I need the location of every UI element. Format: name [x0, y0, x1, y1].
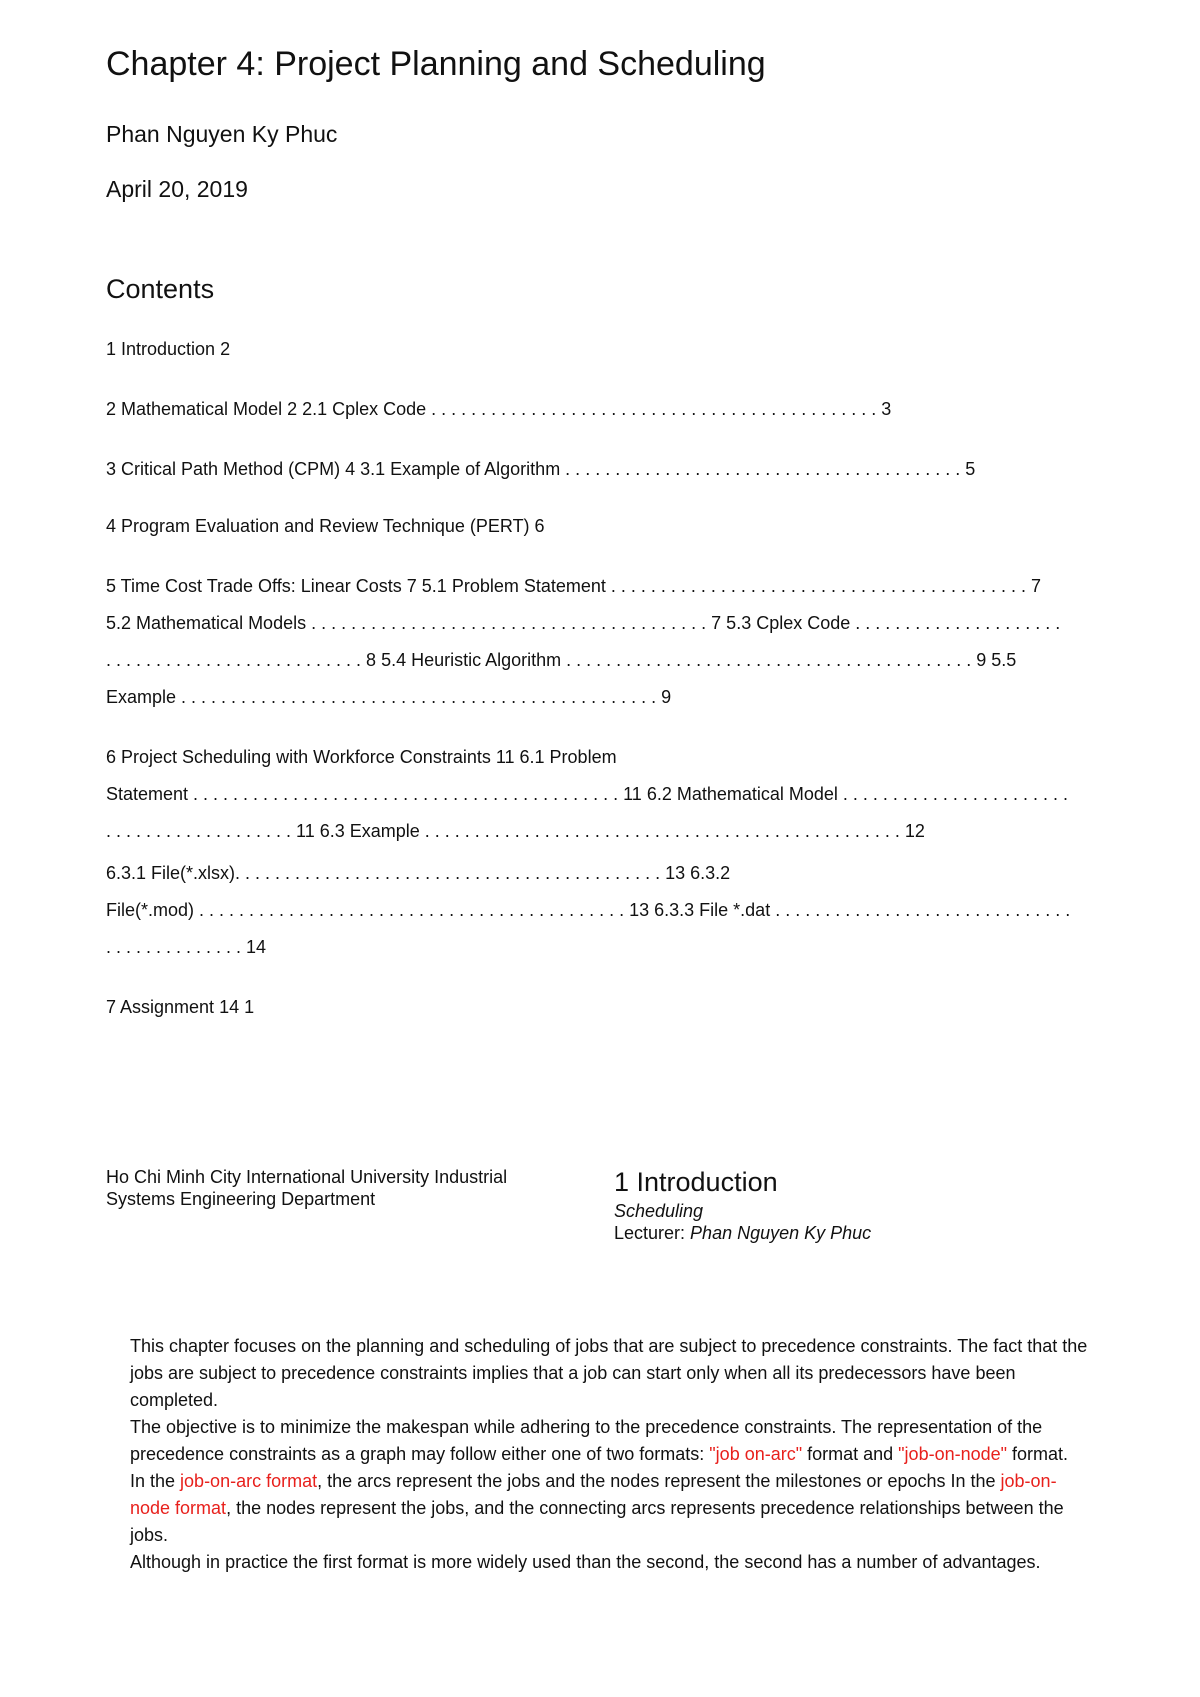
- toc-line: Example . . . . . . . . . . . . . . . . . . . . . . . . . . . . . . . . . . . . . . . . . . . . . . . . 9: [106, 687, 672, 707]
- institution-block: [106, 1166, 606, 1210]
- toc-line: 6.3.1 File(*.xlsx). . . . . . . . . . . . . . . . . . . . . . . . . . . . . . . . . . . . . . . . . . . 13 6.3.2: [106, 863, 731, 883]
- toc-line: File(*.mod) . . . . . . . . . . . . . . . . . . . . . . . . . . . . . . . . . . . . . . . . . . . 13 6.3.3 File *.dat . . . . . . . . . . . . . . . . . . . . . . . . . . . . . .: [106, 900, 1071, 920]
- text-run: The objective is to minimize the makespan while adhering to the precedence constraints. The representation of the precedence constraints as a graph may follow either one of two formats:: [130, 1417, 1043, 1464]
- highlighted-term: job-on-node format: [130, 1471, 1057, 1518]
- paragraph: [130, 1468, 1090, 1549]
- text-run: , the arcs represent the jobs and the nodes represent the milestones or epochs In the: [317, 1471, 1001, 1491]
- text-run: In the: [130, 1471, 181, 1491]
- paragraph: Although in practice the first format is more widely used than the second, the second has a number of advantages.: [130, 1552, 1041, 1572]
- toc-line: 2 Mathematical Model 2 2.1 Cplex Code . . . . . . . . . . . . . . . . . . . . . . . . . . . . . . . . . . . . . . . . . . . . . 3: [106, 399, 892, 419]
- toc-line: . . . . . . . . . . . . . . . . . . . . . . . . . . 8 5.4 Heuristic Algorithm . . . . . . . . . . . . . . . . . . . . . . . . . . . . . . . . . . . . . . . . . 9 5.5: [106, 650, 1017, 670]
- highlighted-term: "job-on-node": [898, 1444, 1008, 1464]
- toc-line: 6 Project Scheduling with Workforce Constraints 11 6.1 Problem: [106, 747, 617, 767]
- text-run: , the nodes represent the jobs, and the connecting arcs represents precedence relationships between the jobs.: [130, 1498, 1064, 1545]
- highlighted-term: job-on-arc format: [180, 1471, 318, 1491]
- paragraph: [130, 1414, 1090, 1468]
- section-heading-introduction: 1 Introduction: [614, 1167, 778, 1197]
- lecturer-name: Phan Nguyen Ky Phuc: [690, 1223, 872, 1243]
- toc-line: 5.2 Mathematical Models . . . . . . . . . . . . . . . . . . . . . . . . . . . . . . . . . . . . . . . . 7 5.3 Cplex Code . . . . . . . . . . . . . . . . . . . . .: [106, 613, 1061, 633]
- lecturer-line: [614, 1222, 871, 1244]
- document-author: Phan Nguyen Ky Phuc: [106, 121, 338, 147]
- department-line: Systems Engineering Department: [106, 1189, 376, 1209]
- toc-line: . . . . . . . . . . . . . . . . . . . 11 6.3 Example . . . . . . . . . . . . . . . . . . . . . . . . . . . . . . . . . . . . . . . . . . . . . . . . 12: [106, 821, 925, 841]
- text-run: format and: [802, 1444, 899, 1464]
- lecturer-label: Lecturer:: [614, 1223, 691, 1243]
- toc-line: 4 Program Evaluation and Review Technique (PERT) 6: [106, 516, 545, 536]
- text-run: format.: [1007, 1444, 1069, 1464]
- introduction-body: [130, 1333, 1090, 1576]
- toc-line: 1 Introduction 2: [106, 339, 231, 359]
- document-date: April 20, 2019: [106, 176, 248, 202]
- document-title: Chapter 4: Project Planning and Scheduling: [106, 45, 766, 83]
- course-subtitle: Scheduling: [614, 1201, 704, 1221]
- paragraph: This chapter focuses on the planning and scheduling of jobs that are subject to precedence constraints. The fact that the jobs are subject to precedence constraints implies that a job can start only when all its predecessors have been completed.: [130, 1336, 1088, 1410]
- toc-line: 5 Time Cost Trade Offs: Linear Costs 7 5.1 Problem Statement . . . . . . . . . . . . . . . . . . . . . . . . . . . . . . . . . . . . . . . . . . 7: [106, 576, 1041, 596]
- toc-line: 3 Critical Path Method (CPM) 4 3.1 Example of Algorithm . . . . . . . . . . . . . . . . . . . . . . . . . . . . . . . . . . . . . . . . 5: [106, 459, 976, 479]
- toc-line: Statement . . . . . . . . . . . . . . . . . . . . . . . . . . . . . . . . . . . . . . . . . . . 11 6.2 Mathematical Model . . . . . . . . . . . . . . . . . . . . . . .: [106, 784, 1068, 804]
- toc-line: 7 Assignment 14 1: [106, 997, 255, 1017]
- highlighted-term: "job on-arc": [709, 1444, 803, 1464]
- toc-line: . . . . . . . . . . . . . . 14: [106, 937, 267, 957]
- institution-line: Ho Chi Minh City International University Industrial: [106, 1167, 508, 1187]
- contents-heading: Contents: [106, 274, 215, 304]
